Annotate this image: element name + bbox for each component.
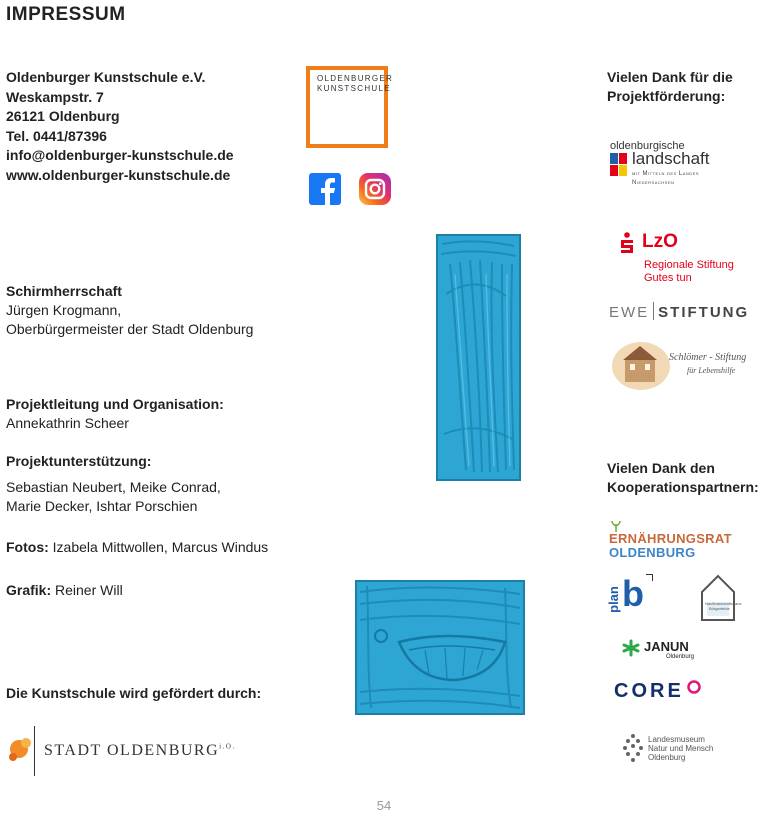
- schirmherrschaft-heading: Schirmherrschaft: [6, 283, 122, 299]
- lzo-sub1: Regionale Stiftung: [644, 259, 734, 271]
- logo-line2: KUNSTSCHULE: [317, 84, 391, 93]
- house-label: Nachbarschaftshaus: [705, 601, 742, 606]
- stadt-divider: [34, 726, 35, 776]
- ol-main: landschaft: [632, 149, 710, 168]
- lm-line2: Natur und Mensch: [648, 744, 714, 753]
- foerderung-heading: Die Kunstschule wird gefördert durch:: [6, 685, 262, 701]
- schloemer-line2: für Lebenshilfe: [687, 366, 736, 375]
- fotos-names: Izabela Mittwollen, Marcus Windus: [52, 539, 269, 555]
- landesmuseum-text: [648, 735, 713, 762]
- email-link[interactable]: info@oldenburger-kunstschule.de: [6, 147, 234, 163]
- dank1-line1: Vielen Dank für die: [607, 69, 733, 85]
- core-name: CORE: [614, 680, 684, 702]
- kunstschule-logo: [306, 66, 394, 148]
- linoprint-bowl-image: [355, 580, 525, 715]
- org-name: Oldenburger Kunstschule e.V.: [6, 69, 206, 85]
- janun-star-icon: [622, 639, 640, 657]
- stadt-oldenburg-logo: [6, 726, 236, 776]
- landesmuseum-logo: [622, 732, 732, 768]
- nachbarschaftshaus-logo: [698, 572, 742, 624]
- ewe-text: EWE: [609, 304, 650, 321]
- projektleitung-name: Annekathrin Scheer: [6, 415, 129, 431]
- schloemer-stiftung-logo: [611, 340, 751, 392]
- janun-name: JANUN: [644, 639, 689, 654]
- schloemer-house-icon: [611, 340, 671, 392]
- website-link[interactable]: www.oldenburger-kunstschule.de: [6, 166, 231, 183]
- page-number: 54: [376, 798, 392, 813]
- schirmherrschaft-line1: Jürgen Krogmann,: [6, 302, 122, 318]
- lm-line3: Oldenburg: [648, 753, 686, 762]
- contact-block: [6, 68, 234, 185]
- sparkasse-s-icon: [618, 232, 636, 254]
- linoprint-tall-image: [436, 234, 521, 481]
- grafik-label: Grafik:: [6, 582, 52, 598]
- facebook-icon[interactable]: [309, 173, 341, 205]
- er-line2: OLDENBURG: [609, 545, 696, 560]
- er-line1: ERNÄHRUNGSRAT: [609, 531, 732, 546]
- logo-line1: OLDENBURGER: [317, 74, 394, 83]
- grafik-names: Reiner Will: [55, 582, 123, 598]
- lzo-name: LzO: [642, 231, 678, 252]
- planb-b: b: [622, 573, 644, 614]
- instagram-icon[interactable]: [359, 173, 391, 205]
- projektleitung-heading: Projektleitung und Organisation:: [6, 396, 224, 412]
- plan-b-logo: [606, 574, 654, 622]
- dank2-line1: Vielen Dank den: [607, 460, 715, 476]
- lm-line1: Landesmuseum: [648, 735, 705, 744]
- ernaehrungsrat-logo: [609, 520, 749, 560]
- janun-logo: [622, 637, 712, 665]
- landesmuseum-icon: [622, 732, 644, 766]
- ol-top: oldenburgische: [610, 140, 685, 152]
- core-dot-icon: [687, 680, 701, 694]
- street: Weskampstr. 7: [6, 88, 104, 105]
- stadt-name: [44, 742, 236, 760]
- projektunterstuetzung-heading: Projektunterstützung:: [6, 453, 152, 469]
- ewe-divider: [653, 302, 654, 320]
- grafik-line: [6, 581, 123, 600]
- stadt-name-text: STADT OLDENBURG: [44, 742, 220, 759]
- core-logo: [614, 680, 714, 706]
- ol-flag-icon: [610, 153, 628, 177]
- fotos-line: [6, 538, 268, 557]
- ol-sub1: mit Mitteln des Landes: [632, 171, 700, 177]
- stadt-suffix: i.O.: [219, 742, 236, 751]
- planb-corner: [646, 574, 653, 581]
- ewe-stiftung-logo: [609, 302, 759, 326]
- dank-kooperation-heading: [607, 459, 759, 497]
- fotos-label: Fotos:: [6, 539, 49, 555]
- projektunterstuetzung-line1: Sebastian Neubert, Meike Conrad,: [6, 479, 221, 495]
- stadt-oldenburg-emblem-icon: [6, 734, 34, 764]
- city: 26121 Oldenburg: [6, 108, 120, 124]
- lzo-logo: [618, 230, 748, 290]
- oldenburgische-landschaft-logo: [608, 140, 758, 195]
- phone: Tel. 0441/87396: [6, 127, 107, 144]
- dank-foerderung-heading: [607, 68, 733, 106]
- lzo-sub2: Gutes tun: [644, 272, 692, 284]
- stiftung-text: STIFTUNG: [658, 304, 750, 321]
- house-sub: Bürgerfelde: [709, 606, 730, 611]
- page-title: IMPRESSUM: [6, 4, 126, 25]
- janun-sub: Oldenburg: [666, 654, 695, 660]
- projektunterstuetzung-line2: Marie Decker, Ishtar Porschien: [6, 498, 198, 514]
- house-icon: [698, 572, 738, 624]
- schloemer-line1: Schlömer - Stiftung: [669, 352, 747, 363]
- dank1-line2: Projektförderung:: [607, 88, 726, 104]
- ol-sub2: Niedersachsen: [632, 180, 675, 186]
- planb-plan: plan: [605, 586, 621, 613]
- dank2-line2: Kooperationspartnern:: [607, 479, 759, 495]
- schirmherrschaft-line2: Oberbürgermeister der Stadt Oldenburg: [6, 321, 254, 337]
